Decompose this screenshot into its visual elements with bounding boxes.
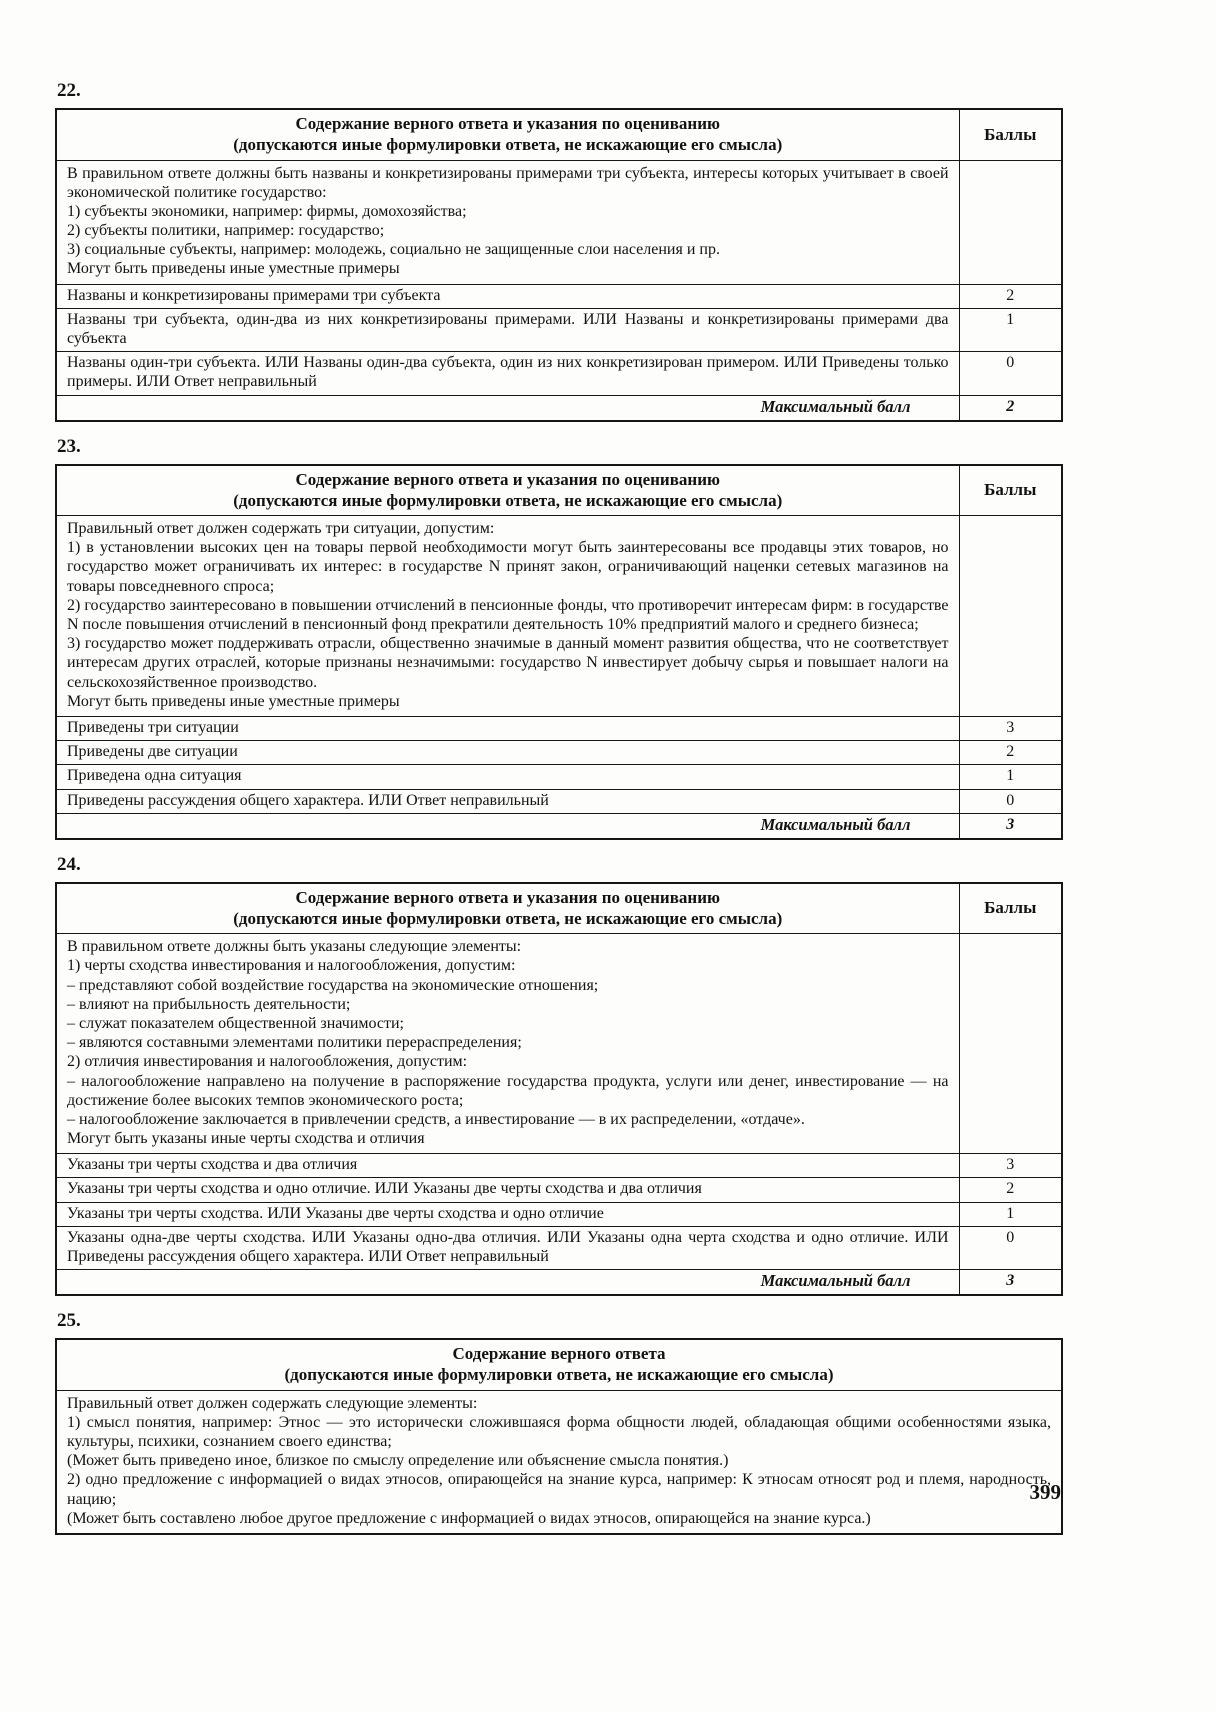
question-number-22: 22. (57, 80, 81, 101)
answer-paragraph: Могут быть приведены иные уместные примеры (67, 260, 400, 278)
header-row (56, 465, 1062, 516)
answer-paragraph: Могут быть указаны иные черты сходства и отличия (67, 1130, 425, 1148)
criterion-text: Указаны три черты сходства. ИЛИ Указаны две черты сходства и одно отличие (56, 1202, 959, 1226)
answer-paragraph: 2) одно предложение с информацией о видах этносов, опирающейся на знание курса, например: К этносам относят род и племя, народность, нацию; (67, 1471, 1051, 1508)
table-header-main (56, 109, 959, 160)
criterion-row (56, 765, 1062, 789)
criterion-score: 0 (959, 789, 1062, 813)
criterion-text: Приведены две ситуации (56, 741, 959, 765)
header-title: Содержание верного ответа (452, 1344, 666, 1364)
answer-paragraph: Могут быть приведены иные уместные примеры (67, 692, 400, 710)
answer-paragraph: (Может быть составлено любое другое предложение с информацией о видах этносов, опирающейся на знание курса.) (67, 1509, 871, 1527)
criterion-text: Указаны одна-две черты сходства. ИЛИ Указаны одно-два отличия. ИЛИ Указаны одна черта сходства и одно отличие. ИЛИ Приведены рассуждения общего характера. ИЛИ Ответ неправильный (56, 1226, 959, 1269)
answer-paragraph: 2) отличия инвестирования и налогообложения, допустим: (67, 1053, 468, 1071)
page-number: 399 (1029, 1480, 1061, 1504)
question-number-25: 25. (57, 1310, 81, 1332)
criterion-score: 1 (959, 765, 1062, 789)
header-title: Содержание верного ответа и указания по оцениванию (295, 114, 720, 133)
criterion-row (56, 789, 1062, 813)
max-score-row (56, 1270, 1062, 1296)
answer-cell (56, 516, 959, 717)
table-header-main (56, 1339, 1062, 1390)
answer-paragraph: – служат показателем общественной значимости; (67, 1014, 404, 1032)
answer-paragraph: (Может быть приведено иное, близкое по смыслу определение или объяснение смысла понятия.) (67, 1452, 729, 1470)
header-title: Содержание верного ответа и указания по оцениванию (295, 887, 720, 907)
max-score-label: Максимальный балл (56, 395, 959, 421)
answer-score-cell (959, 160, 1062, 284)
max-score-row (56, 813, 1062, 839)
header-subtitle: (допускаются иные формулировки ответа, не искажающие его смысла) (284, 1365, 834, 1385)
answer-paragraph: – влияют на прибыльность деятельности; (67, 995, 351, 1013)
answer-paragraph: 1) субъекты экономики, например: фирмы, домохозяйства; (67, 202, 467, 220)
answer-paragraph: 1) в установлении высоких цен на товары первой необходимости могут быть заинтересованы все продавцы этих товаров, но государство может ограничивать их интерес: в государстве N принят закон, ограничивающий наценки сетевых магазинов на товары повседневного спроса; (67, 539, 949, 595)
answer-paragraph: В правильном ответе должны быть названы и конкретизированы примерами три субъекта, интересы которых учитывает в своей экономической политике государство: (67, 164, 949, 201)
question-number-24: 24. (57, 853, 81, 875)
criterion-row (56, 308, 1062, 351)
answer-paragraph: 3) государство может поддерживать отрасли, общественно значимые в данный момент развития общества, что не соответствует интересам других отраслей, которые признаны незначимыми: государство N инвестирует добычу сырья и повышает налоги на сельскохозяйственное производство. (67, 635, 949, 691)
header-row (56, 1339, 1062, 1390)
criterion-score: 0 (959, 352, 1062, 395)
answer-paragraph: – являются составными элементами политики перераспределения; (67, 1034, 522, 1052)
max-score-value: 3 (959, 813, 1062, 839)
section-24 (55, 854, 1066, 1297)
answer-score-cell (959, 934, 1062, 1154)
grading-table-23 (55, 464, 1063, 840)
score-column-header: Баллы (959, 883, 1062, 934)
criterion-text: Названы три субъекта, один-два из них конкретизированы примерами. ИЛИ Названы и конкретизированы примерами два субъекта (56, 308, 959, 351)
answer-paragraph: В правильном ответе должны быть указаны следующие элементы: (67, 938, 522, 956)
answer-row (56, 1390, 1062, 1534)
max-score-label: Максимальный балл (56, 1270, 959, 1296)
criterion-score: 1 (959, 1202, 1062, 1226)
answer-paragraph: 2) субъекты политики, например: государство; (67, 222, 385, 240)
criterion-score: 2 (959, 1178, 1062, 1202)
table-header-main (56, 465, 959, 516)
header-subtitle: (допускаются иные формулировки ответа, не искажающие его смысла) (233, 908, 783, 928)
answer-paragraph: – представляют собой воздействие государства на экономические отношения; (67, 976, 599, 994)
criterion-row (56, 1178, 1062, 1202)
section-23 (55, 436, 1066, 840)
question-number-23: 23. (57, 435, 81, 457)
answer-score-cell (959, 516, 1062, 717)
answer-cell (56, 160, 959, 284)
answer-paragraph: 1) смысл понятия, например: Этнос — это исторически сложившаяся форма общности людей, обладающая общими особенностями языка, культуры, психики, сознанием своего единства; (67, 1413, 1051, 1451)
answer-row (56, 160, 1062, 284)
answer-cell (56, 1390, 1062, 1534)
criterion-row (56, 716, 1062, 740)
grading-table-25 (55, 1338, 1063, 1535)
criterion-score: 3 (959, 1154, 1062, 1178)
criterion-text: Приведены рассуждения общего характера. ИЛИ Ответ неправильный (56, 789, 959, 813)
criterion-text: Названы и конкретизированы примерами три субъекта (56, 284, 959, 308)
max-score-value: 3 (959, 1270, 1062, 1296)
answer-paragraph: – налогообложение направлено на получение в распоряжение государства продукта, услуги или денег, инвестирование — на достижение более высоких темпов экономического роста; (67, 1072, 949, 1109)
score-column-header: Баллы (959, 465, 1062, 516)
grading-table-24 (55, 882, 1063, 1297)
answer-paragraph: 2) государство заинтересовано в повышении отчислений в пенсионные фонды, что противоречит интересам фирм: в государстве N после повышения отчислений в пенсионный фонд прекратили деятельность 10% предприятий малого и среднего бизнеса; (67, 596, 949, 633)
criterion-row (56, 1226, 1062, 1269)
grading-table-22 (55, 108, 1063, 422)
answer-paragraph: – налогообложение заключается в привлечении средств, а инвестирование — в их распределении, «отдаче». (67, 1110, 805, 1128)
table-header-main (56, 883, 959, 934)
criterion-text: Приведены три ситуации (56, 716, 959, 740)
max-score-row (56, 395, 1062, 421)
score-column-header: Баллы (959, 109, 1062, 160)
answer-paragraph: Правильный ответ должен содержать следующие элементы: (67, 1394, 478, 1412)
max-score-value: 2 (959, 395, 1062, 421)
criterion-score: 1 (959, 308, 1062, 351)
criterion-text: Приведена одна ситуация (56, 765, 959, 789)
criterion-score: 0 (959, 1226, 1062, 1269)
header-row (56, 883, 1062, 934)
header-subtitle: (допускаются иные формулировки ответа, не искажающие его смысла) (233, 490, 783, 510)
answer-paragraph: Правильный ответ должен содержать три ситуации, допустим: (67, 520, 495, 538)
answer-paragraph: 3) социальные субъекты, например: молодежь, социально не защищенные слои населения и пр. (67, 241, 720, 259)
header-row (56, 109, 1062, 160)
header-subtitle: (допускаются иные формулировки ответа, не искажающие его смысла) (233, 135, 783, 155)
max-score-label: Максимальный балл (56, 813, 959, 839)
section-22 (55, 80, 1066, 422)
criterion-score: 3 (959, 716, 1062, 740)
criterion-row (56, 352, 1062, 395)
header-title: Содержание верного ответа и указания по оцениванию (295, 469, 720, 489)
criterion-row (56, 1154, 1062, 1178)
answer-row (56, 516, 1062, 717)
criterion-text: Указаны три черты сходства и два отличия (56, 1154, 959, 1178)
answer-paragraph: 1) черты сходства инвестирования и налогообложения, допустим: (67, 957, 516, 975)
criterion-row (56, 1202, 1062, 1226)
answer-row (56, 934, 1062, 1154)
criterion-score: 2 (959, 741, 1062, 765)
criterion-text: Указаны три черты сходства и одно отличие. ИЛИ Указаны две черты сходства и два отличия (56, 1178, 959, 1202)
criterion-row (56, 741, 1062, 765)
criterion-score: 2 (959, 284, 1062, 308)
answer-cell (56, 934, 959, 1154)
criterion-text: Названы один-три субъекта. ИЛИ Названы один-два субъекта, один из них конкретизирован примером. ИЛИ Приведены только примеры. ИЛИ Ответ неправильный (56, 352, 959, 395)
criterion-row (56, 284, 1062, 308)
